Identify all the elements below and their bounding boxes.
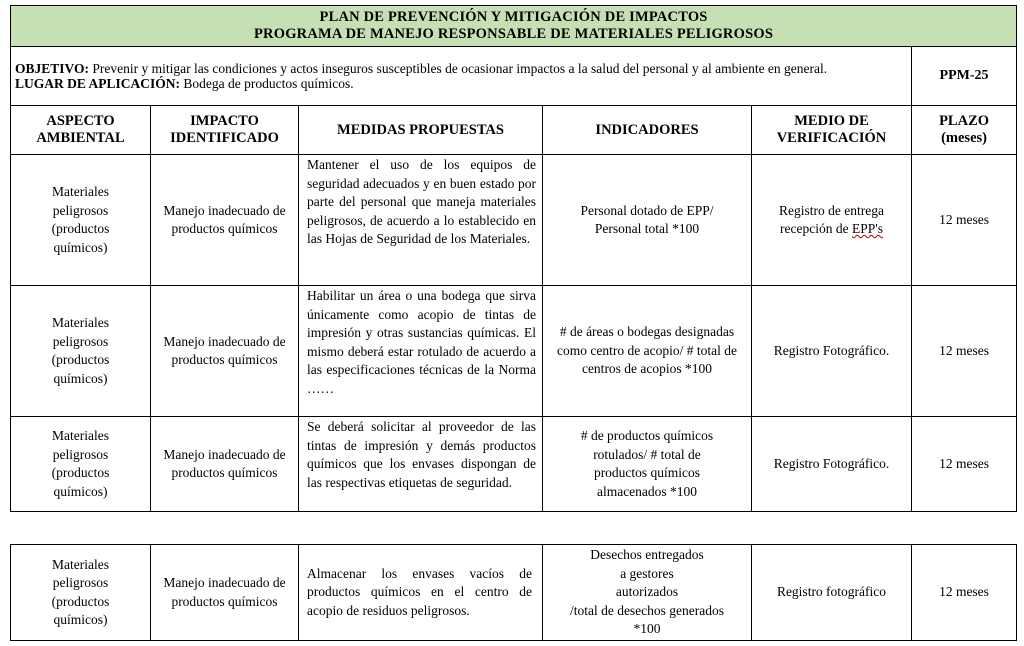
title-line-2: PROGRAMA DE MANEJO RESPONSABLE DE MATERIALES PELIGROSOS xyxy=(253,26,774,42)
verification-marked-word: EPP's xyxy=(852,221,883,236)
impact-cell: Manejo inadecuado de productos químicos xyxy=(151,155,299,286)
header-term-line-2: (meses) xyxy=(941,130,987,146)
header-verification: MEDIO DE VERIFICACIÓN xyxy=(752,106,912,155)
indicator-cell: # de áreas o bodegas designadas como centro de acopio/ # total de centros de acopios *100 xyxy=(543,286,752,417)
measure-cell: Habilitar un área o una bodega que sirva únicamente como acopio de tintas de impresión y otras sustancias químicas. El mismo deberá estar rotulado de acuerdo a las especificaciones técnicas de la Norma …… xyxy=(299,286,543,417)
aspect-cell: Materiales peligrosos (productos químicos) xyxy=(11,286,151,417)
header-aspect: ASPECTO AMBIENTAL xyxy=(11,106,151,155)
verification-cell: Registro fotográfico xyxy=(752,545,912,641)
header-measures: MEDIDAS PROPUESTAS xyxy=(299,106,543,155)
indicator-line: Desechos entregados xyxy=(590,547,704,563)
aspect-cell: Materiales peligrosos (productos químicos) xyxy=(11,545,151,641)
continuation-table xyxy=(10,544,1017,641)
aspect-cell: Materiales peligrosos (productos químicos) xyxy=(11,155,151,286)
location-text xyxy=(15,76,907,92)
measure-cell: Almacenar los envases vacíos de productos químicos en el centro de acopio de residuos peligrosos. xyxy=(299,545,543,641)
impact-cell: Manejo inadecuado de productos químicos xyxy=(151,286,299,417)
header-impact: IMPACTO IDENTIFICADO xyxy=(151,106,299,155)
main-table xyxy=(10,5,1017,512)
header-term xyxy=(912,106,1017,155)
indicator-line: autorizados xyxy=(615,584,679,600)
location-label: LUGAR DE APLICACIÓN: xyxy=(15,76,181,91)
header-indicators: INDICADORES xyxy=(543,106,752,155)
verification-text: Registro de entrega recepción de xyxy=(779,202,884,236)
verification-cell: Registro Fotográfico. xyxy=(752,286,912,417)
impact-cell: Manejo inadecuado de productos químicos xyxy=(151,545,299,641)
indicator-cell xyxy=(543,545,752,641)
verification-cell xyxy=(752,155,912,286)
term-cell: 12 meses xyxy=(912,417,1017,512)
term-cell: 12 meses xyxy=(912,286,1017,417)
plan-title xyxy=(11,6,1017,47)
title-line-1: PLAN DE PREVENCIÓN Y MITIGACIÓN DE IMPACTOS xyxy=(319,9,708,25)
table-row xyxy=(11,417,1017,512)
measure-cell: Se deberá solicitar al proveedor de las tintas de impresión y demás productos químicos que los envases dispongan de las respectivas etiquetas de seguridad. xyxy=(299,417,543,512)
location-value: Bodega de productos químicos. xyxy=(180,76,354,91)
indicator-cell: # de productos químicos rotulados/ # total de productos químicos almacenados *100 xyxy=(543,417,752,512)
objective-label: OBJETIVO: xyxy=(15,60,89,76)
header-term-line-1: PLAZO xyxy=(939,113,990,129)
term-cell: 12 meses xyxy=(912,155,1017,286)
indicator-line: *100 xyxy=(633,621,661,637)
verification-cell: Registro Fotográfico. xyxy=(752,417,912,512)
objective-value: Prevenir y mitigar las condiciones y actos inseguros susceptibles de ocasionar impactos a la salud del personal y al ambiente en general. xyxy=(89,60,828,76)
table-row xyxy=(11,545,1017,641)
indicator-cell: Personal dotado de EPP/ Personal total *100 xyxy=(543,155,752,286)
objective-cell xyxy=(11,47,912,106)
term-cell: 12 meses xyxy=(912,545,1017,641)
aspect-cell: Materiales peligrosos (productos químicos) xyxy=(11,417,151,512)
table-row xyxy=(11,155,1017,286)
measure-cell: Mantener el uso de los equipos de seguridad adecuados y en buen estado por parte del personal que maneja materiales peligrosos, de acuerdo a lo establecido en las Hojas de Seguridad de los Materiales. xyxy=(299,155,543,286)
indicator-line: a gestores xyxy=(620,565,674,581)
table-row xyxy=(11,286,1017,417)
impact-cell: Manejo inadecuado de productos químicos xyxy=(151,417,299,512)
objective-text xyxy=(15,61,907,77)
program-code: PPM-25 xyxy=(912,47,1017,106)
indicator-line: /total de desechos generados xyxy=(569,602,725,618)
